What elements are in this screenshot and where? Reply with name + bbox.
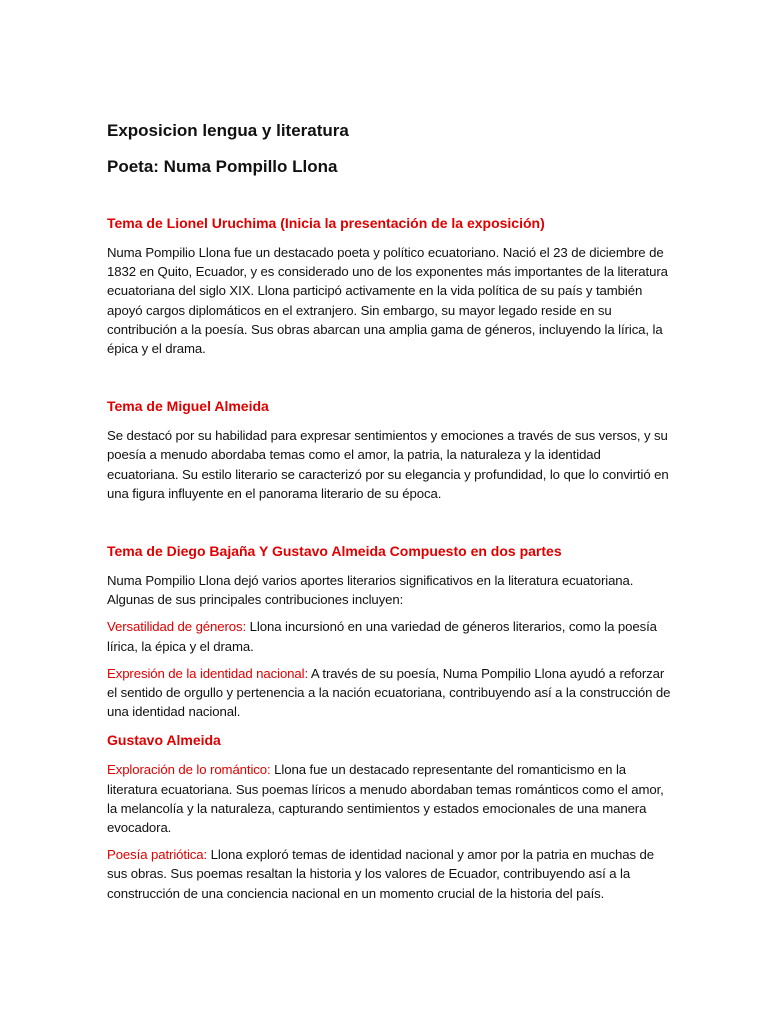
paragraph [107, 845, 672, 903]
paragraph-text: Llona exploró temas de identidad nacional y amor por la patria en muchas de sus obras. Sus poemas resaltan la historia y los valores de Ecuador, contribuyendo así a la construcción de una conciencia nacional en un momento crucial de la historia del país. [107, 847, 655, 901]
section-diego-bajana-gustavo-almeida [107, 541, 672, 721]
paragraph-lead: Exploración de lo romántico: [107, 762, 271, 778]
section-heading: Gustavo Almeida [107, 732, 221, 749]
paragraph [107, 571, 672, 609]
paragraph-lead: Expresión de la identidad nacional: [107, 665, 309, 681]
paragraph-text: Numa Pompilio Llona fue un destacado poeta y político ecuatoriano. Nació el 23 de diciembre de 1832 en Quito, Ecuador, y es considerado uno de los exponentes más importantes de la literatura ecuatoriana del siglo XIX. Llona participó activamente en la vida política de su país y también apoyó cargos diplomáticos en el extranjero. Sin embargo, su mayor legado reside en su contribución a la poesía. Sus obras abarcan una amplia gama de géneros, incluyendo la lírica, la épica y el drama. [107, 245, 668, 357]
paragraph [107, 243, 672, 358]
section-heading: Tema de Miguel Almeida [107, 398, 269, 415]
section-heading: Tema de Lionel Uruchima (Inicia la presentación de la exposición) [107, 215, 545, 231]
paragraph-lead: Poesía patriótica: [107, 847, 208, 863]
paragraph [107, 760, 672, 837]
paragraph-text: Se destacó por su habilidad para expresar sentimientos y emociones a través de sus versos, y su poesía a menudo abordaba temas como el amor, la patria, la naturaleza y la identidad ecuatoriana. Su estilo literario se caracterizó por su elegancia y profundidad, lo que lo convirtió en una figura influyente en el panorama literario de su época. [107, 428, 669, 501]
paragraph-text: A través de su poesía, Numa Pompilio Llona ayudó a reforzar el sentido de orgullo y pertenencia a la nación ecuatoriana, contribuyendo así a la construcción de una identidad nacional. [107, 665, 671, 720]
paragraph-lead: Versatilidad de géneros: [107, 619, 247, 635]
paragraph-text: Numa Pompilio Llona dejó varios aportes literarios significativos en la literatura ecuatoriana. Algunas de sus principales contribuciones incluyen: [107, 573, 634, 608]
paragraph-text: Llona incursionó en una variedad de géneros literarios, como la poesía lírica, la épica y el drama. [107, 619, 657, 654]
section-lionel-uruchima [107, 213, 672, 358]
section-heading: Tema de Diego Bajaña Y Gustavo Almeida Compuesto en dos partes [107, 543, 562, 560]
paragraph [107, 617, 672, 655]
paragraph [107, 426, 672, 503]
section-miguel-almeida [107, 396, 672, 503]
document-title: Exposicion lengua y literatura [107, 121, 349, 140]
paragraph-text: Llona fue un destacado representante del romanticismo en la literatura ecuatoriana. Sus poemas líricos a menudo abordaban temas románticos como el amor, la melancolía y la naturaleza, capturando sentimientos y estados emocionales de una manera evocadora. [107, 762, 664, 836]
paragraph [107, 664, 672, 722]
document-subtitle: Poeta: Numa Pompillo Llona [107, 157, 338, 176]
section-gustavo-almeida [107, 730, 672, 902]
